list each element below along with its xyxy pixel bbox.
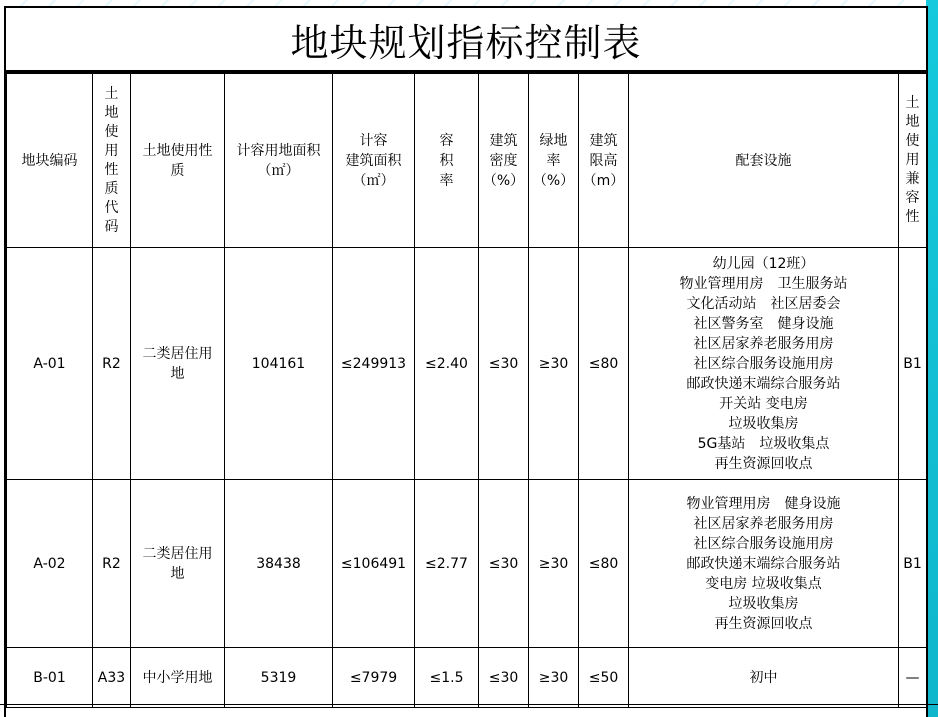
table-row <box>7 480 927 648</box>
facility-item: 文化活动站 社区居委会 <box>686 295 841 312</box>
compatibility-cell: B1 <box>899 248 927 480</box>
parcel-code-cell: B-01 <box>7 648 93 708</box>
facility-item: 社区居家养老服务用房 <box>693 335 834 352</box>
facility-item: 幼儿园（12班） <box>712 255 815 272</box>
header-compatibility: 土 地 使 用 兼 容 性 <box>899 74 927 248</box>
height-limit-cell: ≤80 <box>579 248 629 480</box>
height-limit-cell: ≤50 <box>579 648 629 708</box>
green-ratio-cell: ≥30 <box>529 480 579 648</box>
facility-item: 5G基站 垃圾收集点 <box>697 435 830 452</box>
header-land-area: 计容用地面积 （㎡） <box>225 74 333 248</box>
header-height-limit: 建筑 限高 （m） <box>579 74 629 248</box>
header-land-use: 土地使用性 质 <box>131 74 225 248</box>
compatibility-cell: B1 <box>899 480 927 648</box>
table-header-row <box>7 74 927 248</box>
facility-item: 开关站 变电房 <box>719 395 808 412</box>
parcel-code-cell: A-02 <box>7 480 93 648</box>
facility-item: 物业管理用房 健身设施 <box>686 495 841 512</box>
land-use-code-cell: R2 <box>93 480 131 648</box>
header-density: 建筑 密度 （%） <box>479 74 529 248</box>
facilities-cell <box>629 648 899 708</box>
facility-item: 物业管理用房 卫生服务站 <box>679 275 848 292</box>
density-cell: ≤30 <box>479 248 529 480</box>
floor-area-cell: ≤106491 <box>333 480 415 648</box>
header-far: 容 积 率 <box>415 74 479 248</box>
facility-item: 变电房 垃圾收集点 <box>705 575 822 592</box>
facility-item: 垃圾收集房 <box>728 595 799 612</box>
planning-table-sheet <box>4 6 928 717</box>
land-area-cell: 104161 <box>225 248 333 480</box>
facility-item: 初中 <box>749 669 778 686</box>
header-floor-area: 计容 建筑面积 （㎡） <box>333 74 415 248</box>
bottom-divider <box>0 704 938 705</box>
green-ratio-cell: ≥30 <box>529 648 579 708</box>
land-area-cell: 38438 <box>225 480 333 648</box>
facility-item: 社区居家养老服务用房 <box>693 515 834 532</box>
header-green-ratio: 绿地 率 （%） <box>529 74 579 248</box>
facility-item: 邮政快递末端综合服务站 <box>686 555 841 572</box>
facility-item: 再生资源回收点 <box>714 455 813 472</box>
header-parcel-code: 地块编码 <box>7 74 93 248</box>
table-row <box>7 648 927 708</box>
green-ratio-cell: ≥30 <box>529 248 579 480</box>
far-cell: ≤2.77 <box>415 480 479 648</box>
land-use-cell: 二类居住用 地 <box>131 248 225 480</box>
facilities-cell <box>629 480 899 648</box>
page-title: 地块规划指标控制表 <box>6 8 926 73</box>
land-area-cell: 5319 <box>225 648 333 708</box>
header-land-use-code: 土 地 使 用 性 质 代 码 <box>93 74 131 248</box>
header-facilities: 配套设施 <box>629 74 899 248</box>
density-cell: ≤30 <box>479 480 529 648</box>
facilities-cell <box>629 248 899 480</box>
density-cell: ≤30 <box>479 648 529 708</box>
planning-index-table <box>6 73 927 708</box>
table-row <box>7 248 927 480</box>
facility-item: 再生资源回收点 <box>714 615 813 632</box>
far-cell: ≤2.40 <box>415 248 479 480</box>
facility-item: 邮政快递末端综合服务站 <box>686 375 841 392</box>
compatibility-cell: — <box>899 648 927 708</box>
facility-item: 社区综合服务设施用房 <box>693 535 834 552</box>
far-cell: ≤1.5 <box>415 648 479 708</box>
land-use-cell: 中小学用地 <box>131 648 225 708</box>
facility-item: 社区警务室 健身设施 <box>693 315 834 332</box>
height-limit-cell: ≤80 <box>579 480 629 648</box>
land-use-cell: 二类居住用 地 <box>131 480 225 648</box>
parcel-code-cell: A-01 <box>7 248 93 480</box>
land-use-code-cell: A33 <box>93 648 131 708</box>
facility-item: 垃圾收集房 <box>728 415 799 432</box>
land-use-code-cell: R2 <box>93 248 131 480</box>
facility-item: 社区综合服务设施用房 <box>693 355 834 372</box>
floor-area-cell: ≤7979 <box>333 648 415 708</box>
floor-area-cell: ≤249913 <box>333 248 415 480</box>
